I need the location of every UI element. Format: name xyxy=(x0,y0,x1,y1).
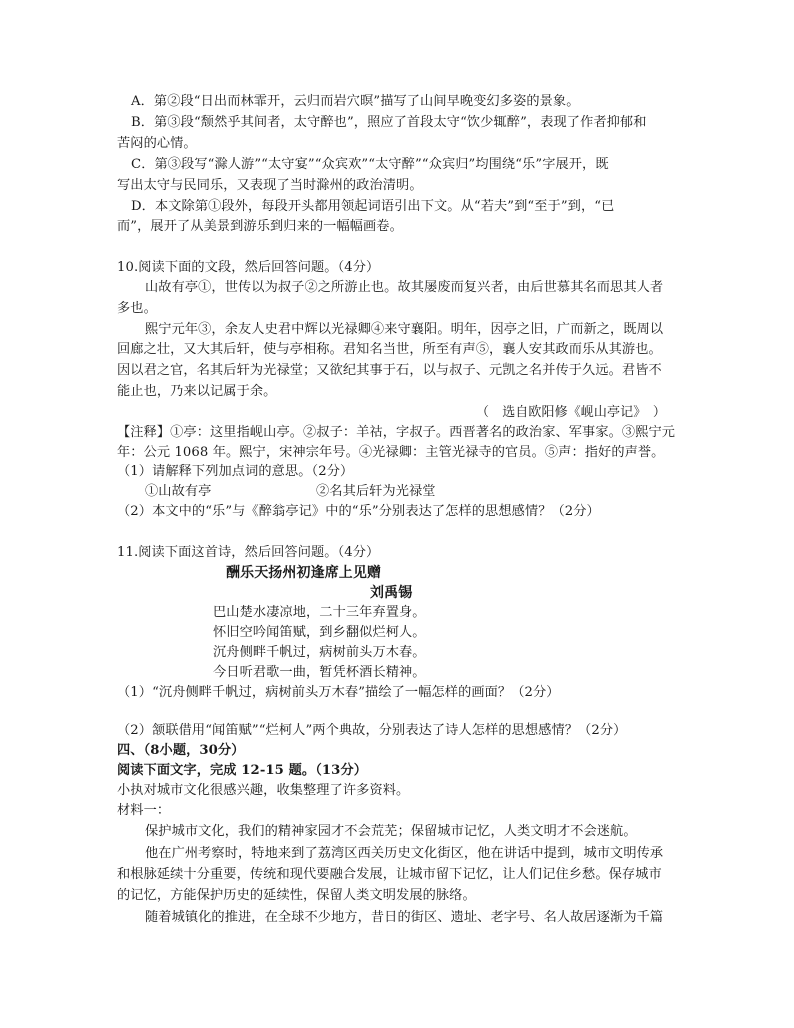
q10-sub1: （1）请解释下列加点词的意思。（2分） xyxy=(117,464,354,479)
material-para2-line-1: 他在广州考察时，特地来到了荔湾区西关历史文化街区，他在讲话中提到，城市文明传承 xyxy=(145,846,664,861)
option-d-line-2: 而”，展开了从美景到游乐到归来的一幅幅画卷。 xyxy=(117,219,403,234)
poem-author: 刘禹锡 xyxy=(370,585,413,601)
section4-line-1: 小执对城市文化很感兴趣，收集整理了许多资料。 xyxy=(117,783,410,798)
q10-para2-line-2: 回廊之壮，又大其后轩，使与亭相称。君知名当世，所至有声⑤，襄人安其政而乐从其游也。 xyxy=(117,342,662,357)
q10-note-line-1: 【注释】①亭：这里指岘山亭。②叔子：羊祜，字叔子。西晋著名的政治家、军事家。③熙宁元 xyxy=(117,425,676,440)
q10-para1-line-2: 多也。 xyxy=(117,301,157,316)
option-b-line-1: B．第③段“颓然乎其间者，太守醉也”，照应了首段太守“饮少辄醉”，表现了作者抑郁和 xyxy=(131,115,647,130)
material-label: 材料一： xyxy=(117,803,171,818)
q10-source: （ 选自欧阳修《岘山亭记》 ） xyxy=(476,405,667,420)
q10-sub1-item-a: ①山故有亭 xyxy=(145,484,212,499)
option-c-line-1: C．第③段写“滁人游”“太守宴”“众宾欢”“太守醉”“众宾归”均围绕“乐”字展开，既 xyxy=(131,157,609,172)
option-d-line-1: D．本文除第①段外，每段开头都用领起词语引出下文。从“若夫”到“至于”到，“已 xyxy=(131,199,615,214)
material-para3-line-1: 随着城镇化的推进，在全球不少地方，昔日的街区、遗址、老字号、名人故居逐渐为千篇 xyxy=(145,910,664,925)
poem-line-3: 沉舟侧畔千帆过，病树前头万木春。 xyxy=(213,645,426,660)
q11-heading: 11.阅读下面这首诗，然后回答问题。（4分） xyxy=(117,545,380,560)
q10-sub2: （2）本文中的“乐”与《醉翁亭记》中的“乐”分别表达了怎样的思想感情？（2分） xyxy=(117,504,600,519)
option-c-line-2: 写出太守与民同乐，又表现了当时滁州的政治清明。 xyxy=(117,178,423,193)
poem-line-2: 怀旧空吟闻笛赋，到乡翻似烂柯人。 xyxy=(213,625,426,640)
material-para2-line-2: 和根脉延续十分重要，传统和现代要融合发展，让城市留下记忆，让人们记住乡愁。保存城市 xyxy=(117,867,662,882)
poem-line-4: 今日听君歌一曲，暂凭杯酒长精神。 xyxy=(213,665,426,680)
q11-sub2: （2）颔联借用“闻笛赋”“烂柯人”两个典故，分别表达了诗人怎样的思想感情？（2分） xyxy=(117,723,627,738)
q10-para1-line-1: 山故有亭①，世传以为叔子②之所游止也。故其屡废而复兴者，由后世慕其名而思其人者 xyxy=(145,280,664,295)
poem-line-1: 巴山楚水凄凉地，二十三年弃置身。 xyxy=(213,605,426,620)
q11-sub1: （1）“沉舟侧畔千帆过，病树前头万木春”描绘了一幅怎样的画面？（2分） xyxy=(117,685,560,700)
q10-heading: 10.阅读下面的文段，然后回答问题。（4分） xyxy=(117,260,380,275)
q10-sub1-item-b: ②名其后轩为光禄堂 xyxy=(316,484,436,499)
option-a-line-1: A．第②段“日出而林霏开，云归而岩穴暝”描写了山间早晚变幻多姿的景象。 xyxy=(131,94,580,109)
material-para1-line-1: 保护城市文化，我们的精神家园才不会荒芜；保留城市记忆，人类文明才不会迷航。 xyxy=(145,824,637,839)
option-b-line-2: 苦闷的心情。 xyxy=(117,136,197,151)
section4-heading: 四、（8小题，30分） xyxy=(117,743,245,758)
q10-note-line-2: 年：公元 1068 年。熙宁，宋神宗年号。④光禄卿：主管光禄寺的官员。⑤声：指好的声誉。 xyxy=(117,445,665,460)
material-para2-line-3: 的记忆，方能保护历史的延续性，保留人类文明发展的脉络。 xyxy=(117,888,476,903)
q10-para2-line-1: 熙宁元年③，余友人史君中辉以光禄卿④来守襄阳。明年，因亭之旧，广而新之，既周以 xyxy=(145,322,664,337)
q10-para2-line-3: 因以君之官，名其后轩为光禄堂；又欲纪其事于石，以与叔子、元凯之名并传于久远。君皆不 xyxy=(117,363,662,378)
q10-para2-line-4: 能止也，乃来以记属于余。 xyxy=(117,384,277,399)
poem-title: 酬乐天扬州初逢席上见赠 xyxy=(226,565,382,581)
section4-intro: 阅读下面文字，完成 12-15 题。（13分） xyxy=(117,763,368,778)
